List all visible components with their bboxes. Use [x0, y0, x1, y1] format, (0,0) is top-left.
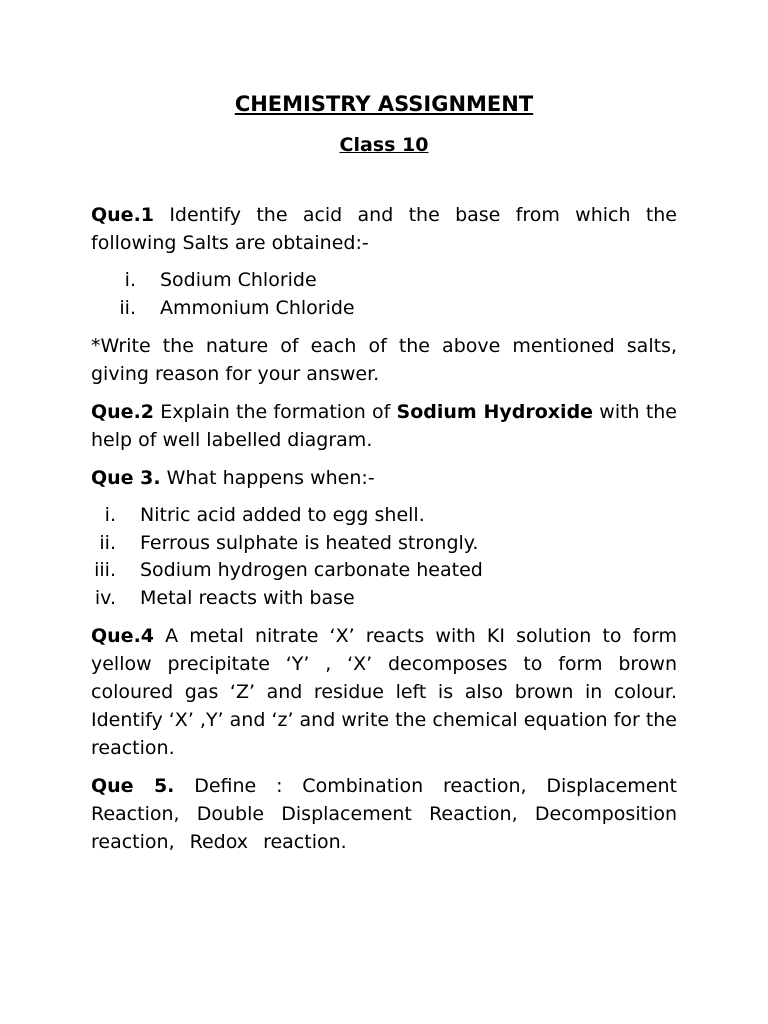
question-3-label: Que 3.	[91, 467, 161, 489]
list-item-number: i.	[124, 269, 136, 291]
list-item-number: ii.	[99, 531, 116, 554]
list-item-text: Ammonium Chloride	[160, 296, 355, 319]
question-2-label: Que.2	[91, 401, 155, 423]
question-5-label: Que 5.	[91, 775, 175, 797]
list-item-text: Nitric acid added to egg shell.	[140, 504, 425, 526]
question-2-text-before: Explain the formation of	[154, 401, 397, 423]
question-3-text: What happens when:-	[160, 467, 375, 489]
question-1-note: *Write the nature of each of the above mentioned salts, giving reason for your answer.	[91, 335, 677, 385]
list-item-number: iii.	[94, 559, 116, 581]
list-item-text: Sodium Chloride	[160, 269, 317, 291]
list-item	[91, 295, 677, 323]
list-item-number: i.	[104, 504, 116, 526]
list-item-number: iv.	[94, 586, 116, 609]
page-title: CHEMISTRY ASSIGNMENT	[234, 92, 534, 116]
list-item	[91, 557, 677, 585]
list-item-number: ii.	[119, 296, 136, 319]
question-2	[91, 398, 677, 454]
question-1	[91, 201, 677, 257]
list-item-text: Ferrous sulphate is heated strongly.	[140, 531, 479, 554]
list-item	[91, 585, 677, 613]
list-item-text: Sodium hydrogen carbonate heated	[140, 559, 483, 581]
question-5-text: Define : Combination reaction, Displacement Reaction, Double Displacement Reaction, Decomposition reaction, Redox reaction.	[91, 775, 677, 853]
question-3-list	[91, 502, 677, 612]
question-4	[91, 622, 677, 762]
questions	[91, 201, 677, 866]
class-label: Class 10	[339, 134, 429, 156]
question-1-text: Identify the acid and the base from which the following Salts are obtained:-	[91, 204, 677, 254]
list-item	[91, 267, 677, 295]
list-item	[91, 530, 677, 558]
question-1-label: Que.1	[91, 204, 155, 226]
question-2-bold-term: Sodium Hydroxide	[396, 401, 594, 423]
question-4-label: Que.4	[91, 625, 155, 647]
question-2-text-after: with the help of well labelled diagram.	[91, 401, 677, 451]
question-4-text: A metal nitrate ‘X’ reacts with KI solution to form yellow precipitate ‘Y’ , ‘X’ decomposes to form brown coloured gas ‘Z’ and residue left is also brown in colour. Identify ‘X’ ,Y’ and ‘z’ and write the chemical equation for the reaction.	[91, 625, 677, 759]
list-item-text: Metal reacts with base	[140, 586, 355, 609]
question-3	[91, 464, 677, 492]
question-1-list	[91, 267, 677, 322]
question-5	[91, 772, 677, 856]
list-item	[91, 502, 677, 530]
